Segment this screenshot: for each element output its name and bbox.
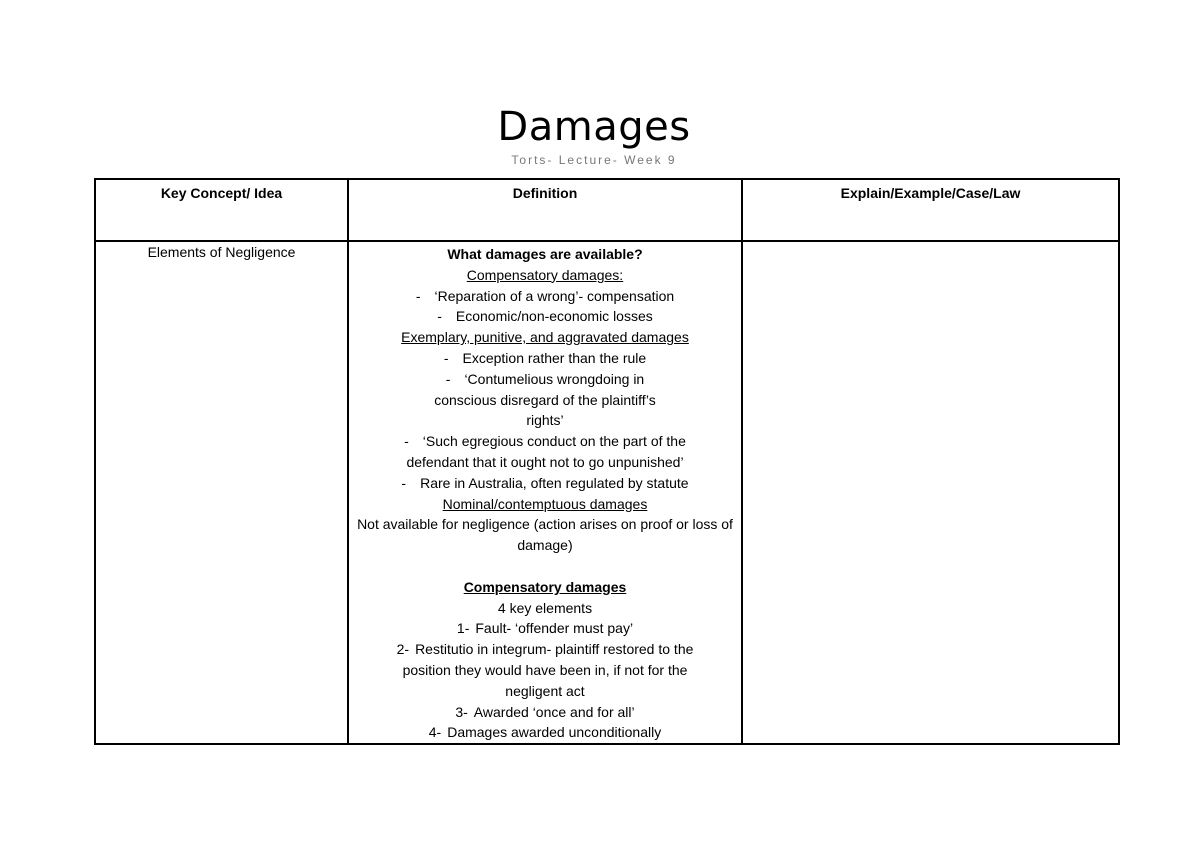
compensatory-heading: Compensatory damages: <box>466 266 624 283</box>
list-item: - ‘Contumelious wrongdoing in conscious disregard of the plaintiff’s rights’ <box>434 370 656 429</box>
exemplary-heading: Exemplary, punitive, and aggravated damages <box>401 329 689 346</box>
numbered-item: 1- Fault- ‘offender must pay’ <box>456 620 634 637</box>
nominal-heading: Nominal/contemptuous damages <box>442 495 648 512</box>
table-row <box>95 241 1119 744</box>
definition-cell <box>348 241 742 744</box>
document-title: Damages <box>497 104 691 150</box>
header-explain: Explain/Example/Case/Law <box>742 179 1119 241</box>
document-subtitle: Torts- Lecture- Week 9 <box>511 153 677 167</box>
compensatory-2-heading: Compensatory damages <box>463 578 627 595</box>
list-item: - ‘Such egregious conduct on the part of the defendant that it ought not to go unpunished’ <box>404 433 686 470</box>
nominal-text: Not available for negligence (action arises on proof or loss of damage) <box>357 516 733 554</box>
compensatory-2-subheading: 4 key elements <box>497 599 593 616</box>
header-row <box>95 179 1119 241</box>
list-item: - Economic/non-economic losses <box>437 308 653 325</box>
list-item: - ‘Reparation of a wrong’- compensation <box>415 287 675 304</box>
notes-table <box>94 178 1120 745</box>
explain-cell <box>742 241 1119 744</box>
definition-heading: What damages are available? <box>447 246 643 262</box>
concept-cell: Elements of Negligence <box>95 241 348 744</box>
header-key-concept: Key Concept/ Idea <box>95 179 348 241</box>
spacer <box>349 556 741 577</box>
numbered-item: 3- Awarded ‘once and for all’ <box>455 703 635 720</box>
numbered-item: 4- Damages awarded unconditionally <box>428 724 662 741</box>
numbered-item: 2- Restitutio in integrum- plaintiff restored to the position they would have been in, if not for the negligent act <box>396 641 694 699</box>
header-definition: Definition <box>348 179 742 241</box>
list-item: - Exception rather than the rule <box>443 349 647 366</box>
list-item: - Rare in Australia, often regulated by statute <box>401 474 689 491</box>
